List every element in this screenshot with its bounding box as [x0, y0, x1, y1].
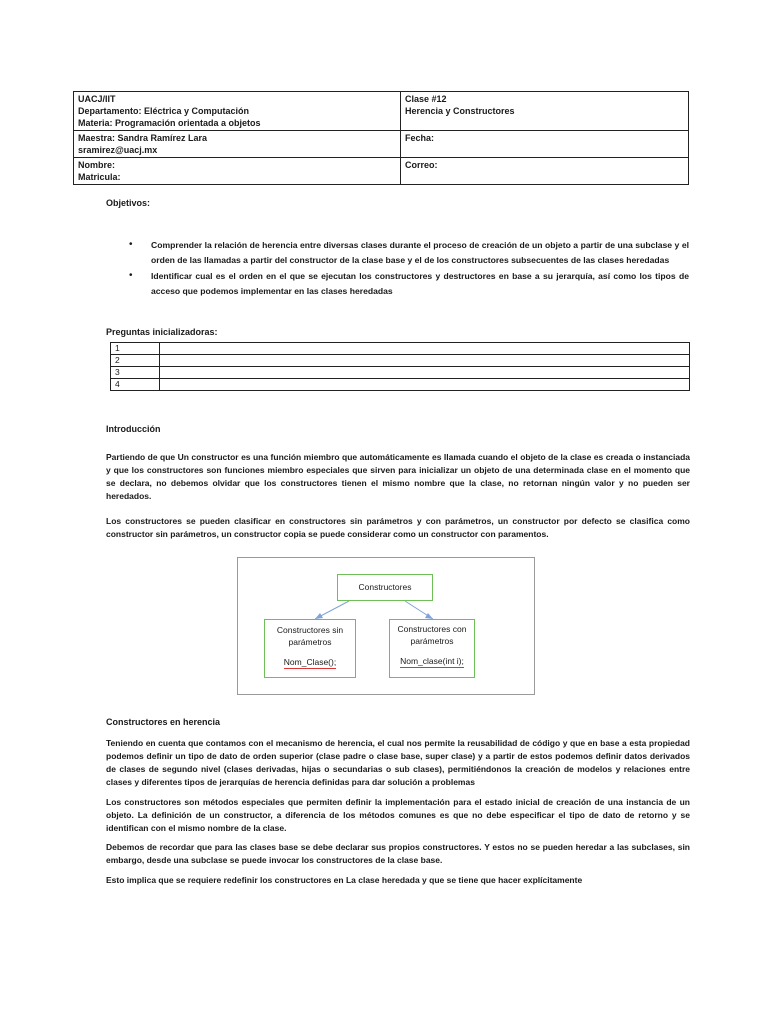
header-id-label: Matricula: — [78, 172, 121, 182]
header-institution: UACJ/IIT — [78, 94, 116, 104]
header-email-cell — [401, 158, 689, 185]
objectives-list — [129, 238, 689, 300]
inheritance-emphasis: contamos con el mecanismo de herencia — [205, 738, 373, 748]
introduction-paragraph-1 — [106, 451, 690, 503]
diagram-params-node — [389, 619, 475, 678]
header-teacher-email: sramirez@uacj.mx — [78, 145, 158, 155]
header-student-info — [74, 158, 401, 185]
header-name-label: Nombre: — [78, 160, 116, 170]
question-answer-cell[interactable] — [160, 379, 690, 391]
introduction-emphasis: Partiendo de que Un constructor es una función miembro que automáticamente es llamada cuando el objeto de la clase es creada o instanciada — [106, 452, 690, 462]
objectives-title: Objetivos: — [106, 198, 151, 208]
inheritance-paragraph-3: Debemos de recordar que para las clases base se debe declarar sus propios constructores. Y estos no se pueden heredar a las subclases, sin embargo, desde una subclase se puede invocar los constructores de la clase base. — [106, 842, 690, 865]
diagram-no-params-code: Nom_Clase(); — [283, 657, 337, 667]
bullet-icon: • — [129, 239, 133, 250]
inheritance-paragraph-1 — [106, 737, 690, 789]
diagram-root-label: Constructores — [358, 582, 412, 592]
table-row — [111, 367, 690, 379]
questions-table — [110, 342, 690, 391]
header-department: Departamento: Eléctrica y Computación — [78, 106, 250, 116]
header-subject: Materia: Programación orientada a objetos — [78, 118, 261, 128]
inheritance-text: , el cual nos permite la reusabilidad de código y que en base a esta propiedad podemos definir un tipo de dato de orden superior (clase padre o clase base, super clase) y a partir de estos podemos definir datos derivados de clases de segundo nivel (clases derivadas, hijas o secundarias o sub clases), permitiéndonos la creación de modelos y relaciones entre clases y diferentes tipos de jerarquías de herencia definidas para dar solución a problemas — [106, 738, 690, 787]
header-date-cell — [401, 131, 689, 158]
header-class-number: Clase #12 — [405, 94, 447, 104]
question-number: 2 — [111, 355, 160, 367]
inheritance-title: Constructores en herencia — [106, 717, 221, 727]
diagram-params-code: Nom_clase(int i); — [400, 656, 464, 666]
header-class-info — [401, 92, 689, 131]
table-row — [111, 379, 690, 391]
question-number: 3 — [111, 367, 160, 379]
table-row — [111, 355, 690, 367]
header-teacher-name: Maestra: Sandra Ramírez Lara — [78, 133, 208, 143]
header-course-info — [74, 92, 401, 131]
diagram-params-label: Constructores con parámetros — [397, 624, 467, 646]
inheritance-paragraph-2: Los constructores son métodos especiales que permiten definir la implementación para el estado inicial de creación de una instancia de un objeto. La definición de un constructor, a diferencia de los métodos comunes es que no debe especificar el tipo de dato de retorno y se identifican con el mismo nombre de la clase. — [106, 797, 690, 833]
introduction-text: y que los constructores son funciones miembro especiales que sirven para inicializar un objeto de una determinada clase en el momento que se declara, no debemos olvidar que los constructores tienen el mismo nombre que la clase, no retornan ningún valor y no pueden ser heredados. — [106, 465, 690, 501]
objective-item — [129, 269, 689, 298]
inheritance-text: Teniendo en cuenta que — [106, 738, 206, 748]
introduction-paragraph-2: Los constructores se pueden clasificar en constructores sin parámetros y con parámetros, un constructor por defecto se clasifica como constructor sin parámetros, un constructor copia se puede considerar como un constructor con paramentos. — [106, 516, 690, 539]
inheritance-paragraph-4: Esto implica que se requiere redefinir los constructores en La clase heredada y que se tiene que hacer explícitamente — [106, 875, 583, 885]
objective-text: Comprender la relación de herencia entre diversas clases durante el proceso de creación de un objeto a partir de una subclase y el orden de las llamadas a partir del constructor de la clase base y el de los constructores subsecuentes de las clases heredadas — [151, 240, 689, 265]
constructors-diagram — [237, 557, 535, 695]
question-number: 1 — [111, 343, 160, 355]
introduction-title: Introducción — [106, 424, 161, 434]
table-row — [111, 343, 690, 355]
header-teacher-info — [74, 131, 401, 158]
question-answer-cell[interactable] — [160, 355, 690, 367]
header-class-topic: Herencia y Constructores — [405, 106, 515, 116]
diagram-no-params-label: Constructores sin parámetros — [276, 625, 344, 647]
bullet-icon: • — [129, 270, 133, 281]
diagram-no-params-node — [264, 619, 356, 678]
header-date-label: Fecha: — [405, 133, 435, 143]
question-answer-cell[interactable] — [160, 343, 690, 355]
diagram-root-node — [337, 574, 433, 601]
questions-title: Preguntas inicializadoras: — [106, 327, 218, 337]
header-table — [73, 91, 689, 185]
header-email-label: Correo: — [405, 160, 438, 170]
objective-text: Identificar cual es el orden en el que se ejecutan los constructores y destructores en base a su jerarquía, así como los tipos de acceso que podemos implementar en las clases heredadas — [151, 271, 689, 296]
question-answer-cell[interactable] — [160, 367, 690, 379]
question-number: 4 — [111, 379, 160, 391]
objective-item — [129, 238, 689, 267]
